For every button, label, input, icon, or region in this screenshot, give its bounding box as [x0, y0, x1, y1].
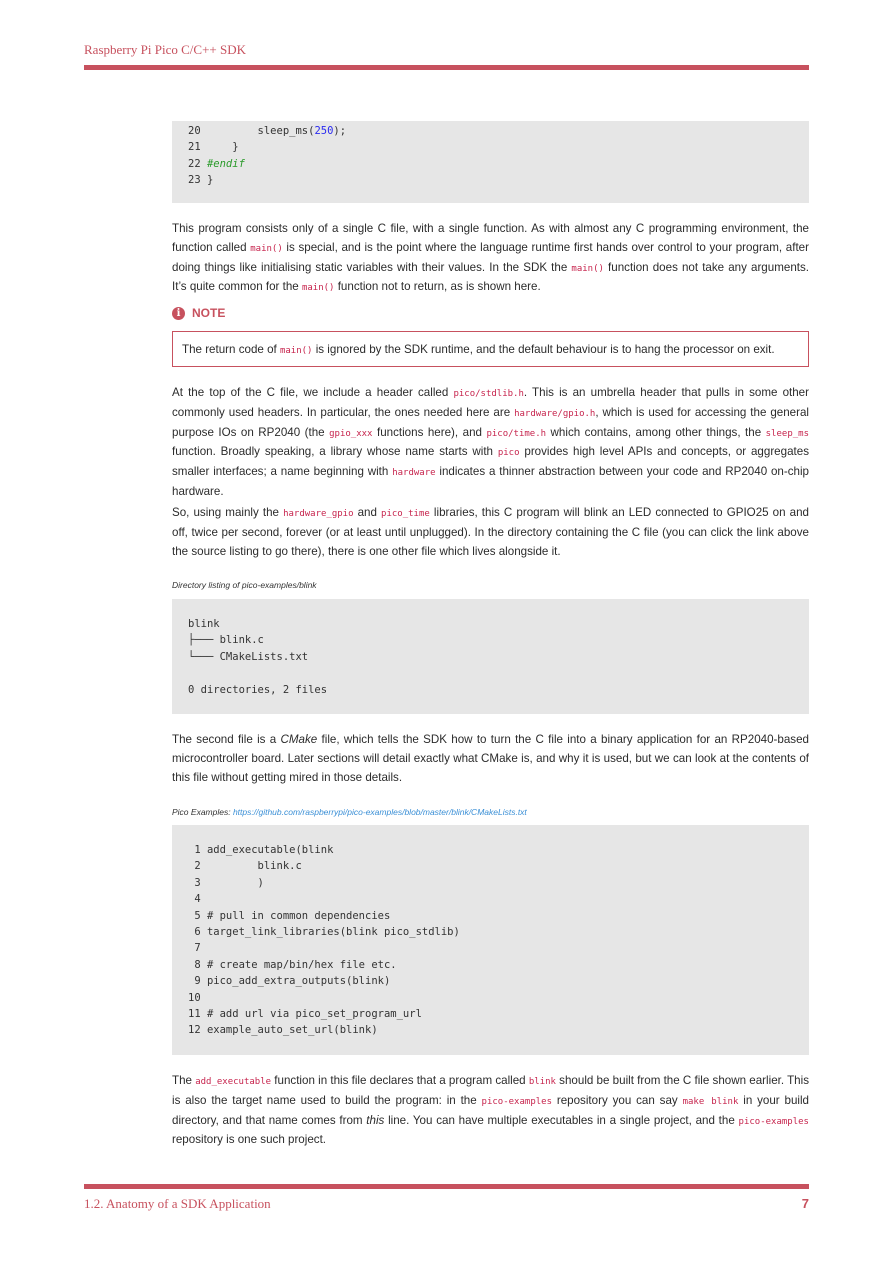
text-run: ); [333, 125, 347, 137]
text-run: and [353, 506, 382, 519]
code-line [188, 139, 793, 155]
code-line [188, 858, 793, 874]
text-run: 6 target_link_libraries(blink pico_stdlib) [188, 925, 460, 938]
code-listing-tail [172, 121, 809, 203]
inline-code: add_executable [195, 1077, 272, 1087]
text-run: 22 [188, 157, 207, 170]
text-run: 9 pico_add_extra_outputs(blink) [188, 975, 391, 988]
note-heading [172, 306, 809, 320]
text-run: So, using mainly the [172, 506, 284, 519]
text-run: blink [188, 618, 220, 630]
code-line [188, 616, 793, 632]
note-label: NOTE [192, 306, 226, 320]
text-run: 8 # create map/bin/hex file etc. [188, 958, 397, 971]
code-line [188, 908, 793, 924]
inline-code: main() [279, 345, 313, 356]
text-run: repository is one such project. [172, 1133, 327, 1147]
text-run: libraries, this C program will blink an LED connected to GPIO25 on and off, twice per second, forever (or at least until unplugged). In the directory containing the C file (you can click the link above the source listing to go there), there is one other file which lives alongside it. [172, 506, 809, 558]
code-line [188, 924, 793, 940]
code-line [188, 632, 793, 648]
source-link[interactable]: https://github.com/raspberrypi/pico-examples/blob/master/blink/CMakeLists.txt [232, 807, 527, 817]
text-run: 20 sleep_ms( [188, 125, 315, 137]
preprocessor-directive: #endif [206, 157, 245, 170]
text-run: which contains, among other things, the [546, 425, 766, 439]
text-run: 10 [188, 991, 201, 1004]
inline-code: pico [497, 448, 520, 459]
paragraph [172, 504, 809, 561]
code-line [188, 1022, 793, 1038]
footer-section: 1.2. Anatomy of a SDK Application [84, 1196, 271, 1211]
inline-code: pico_time [381, 509, 430, 519]
listing-caption [172, 807, 809, 817]
text-run: function does not take any arguments. It’s quite common for the [172, 260, 810, 294]
text-run: This program consists only of a single C file, with a single function. As with almost any C programming environment, the function called [172, 222, 809, 254]
inline-code: make blink [682, 1096, 739, 1107]
text-run: , which is used for accessing the general purpose IOs on RP2040 (the [172, 405, 809, 439]
code-line [188, 682, 793, 698]
cmake-listing [172, 825, 809, 1055]
page-number: 7 [801, 1196, 809, 1211]
directory-listing [172, 599, 809, 714]
text-run: At the top of the C file, we include a header called [172, 386, 454, 399]
code-line [188, 172, 793, 188]
text-run: 5 # pull in common dependencies [188, 909, 391, 922]
text-run: is special, and is the point where the language runtime first hands over control to your program, after doing things like initialising static variables with their values. In the SDK the [172, 240, 809, 274]
paragraph [172, 220, 809, 298]
paragraph [172, 731, 809, 787]
text-run: is ignored by the SDK runtime, and the default behaviour is to hang the processor on exit. [312, 342, 775, 356]
text-run: function in this file declares that a program called [271, 1074, 529, 1087]
inline-code: main() [250, 243, 283, 254]
paragraph [172, 384, 809, 502]
code-line [188, 973, 793, 989]
code-line [188, 875, 793, 891]
inline-code: hardware/gpio.h [514, 408, 596, 419]
text-run: in your build directory, and that name comes from [172, 1093, 810, 1127]
paragraph [172, 1072, 809, 1150]
inline-code: main() [571, 263, 604, 274]
code-line [188, 940, 793, 956]
text-run: file, which tells the SDK how to turn the C file into a binary application for an RP2040-based microcontroller board. Later sections will detail exactly what CMake is, and why it is used, but we can look at the contents of this file without getting mired in those details. [172, 733, 809, 784]
text-run: repository you can say [552, 1093, 683, 1107]
inline-code: pico/stdlib.h [453, 389, 524, 399]
text-run: functions here), and [372, 425, 487, 439]
inline-code: gpio_xxx [329, 428, 373, 439]
inline-code: blink [528, 1077, 556, 1087]
text-run: should be built from the C file shown earlier. This is also the target name used to build the program: in the [172, 1074, 810, 1107]
caption-label: Pico Examples: [172, 807, 233, 817]
text-run: . This is an umbrella header that pulls in some other commonly used headers. In particular, the ones needed here are [172, 386, 809, 419]
emphasis: this [366, 1113, 385, 1127]
emphasis: CMake [280, 733, 318, 746]
note-text [182, 343, 775, 356]
text-run: line. You can have multiple executables in a single project, and the [384, 1113, 739, 1127]
inline-code: main() [301, 283, 335, 294]
text-run: function not to return, as is shown here. [334, 280, 541, 294]
text-run: 12 example_auto_set_url(blink) [188, 1024, 378, 1037]
text-run: └─── CMakeLists.txt [188, 650, 309, 663]
code-line [188, 665, 793, 681]
inline-code: hardware [392, 468, 436, 479]
info-icon: i [172, 307, 185, 320]
code-line [188, 156, 793, 172]
text-run: The [172, 1074, 196, 1087]
text-run: 4 [188, 893, 201, 906]
text-run: 7 [188, 942, 201, 955]
inline-code: pico-examples [738, 1116, 809, 1127]
inline-code: hardware_gpio [283, 509, 354, 519]
text-run: The second file is a [172, 733, 281, 746]
running-header: Raspberry Pi Pico C/C++ SDK [84, 42, 247, 57]
code-line [188, 123, 793, 139]
text-run: function. Broadly speaking, a library whose name starts with [172, 445, 498, 459]
text-run: 23 } [188, 174, 214, 187]
number-literal: 250 [314, 125, 334, 137]
header-rule [84, 65, 809, 70]
text-run: The return code of [182, 342, 280, 356]
inline-code: pico-examples [481, 1096, 552, 1107]
inline-code: pico/time.h [486, 428, 547, 439]
inline-code: sleep_ms [765, 428, 809, 439]
text-run: indicates a thinner abstraction between your code and RP2040 on-chip hardware. [172, 465, 810, 498]
text-run: 0 directories, 2 files [188, 683, 328, 696]
code-line [188, 990, 793, 1006]
footer-rule [84, 1184, 809, 1189]
note-box [172, 331, 809, 367]
text-run: 1 add_executable(blink [188, 844, 334, 856]
code-line [188, 1006, 793, 1022]
text-run: ├─── blink.c [188, 634, 264, 647]
code-line [188, 957, 793, 973]
listing-caption: Directory listing of pico-examples/blink [172, 580, 317, 590]
text-run: 11 # add url via pico_set_program_url [188, 1007, 422, 1020]
text-run: provides high level APIs and concepts, or aggregates smaller interfaces; a name beginning with [172, 445, 809, 479]
text-run: 21 } [188, 141, 239, 154]
code-line [188, 842, 793, 858]
code-line [188, 649, 793, 665]
code-line [188, 891, 793, 907]
text-run: 2 blink.c [188, 860, 302, 873]
text-run: 3 ) [188, 876, 264, 889]
